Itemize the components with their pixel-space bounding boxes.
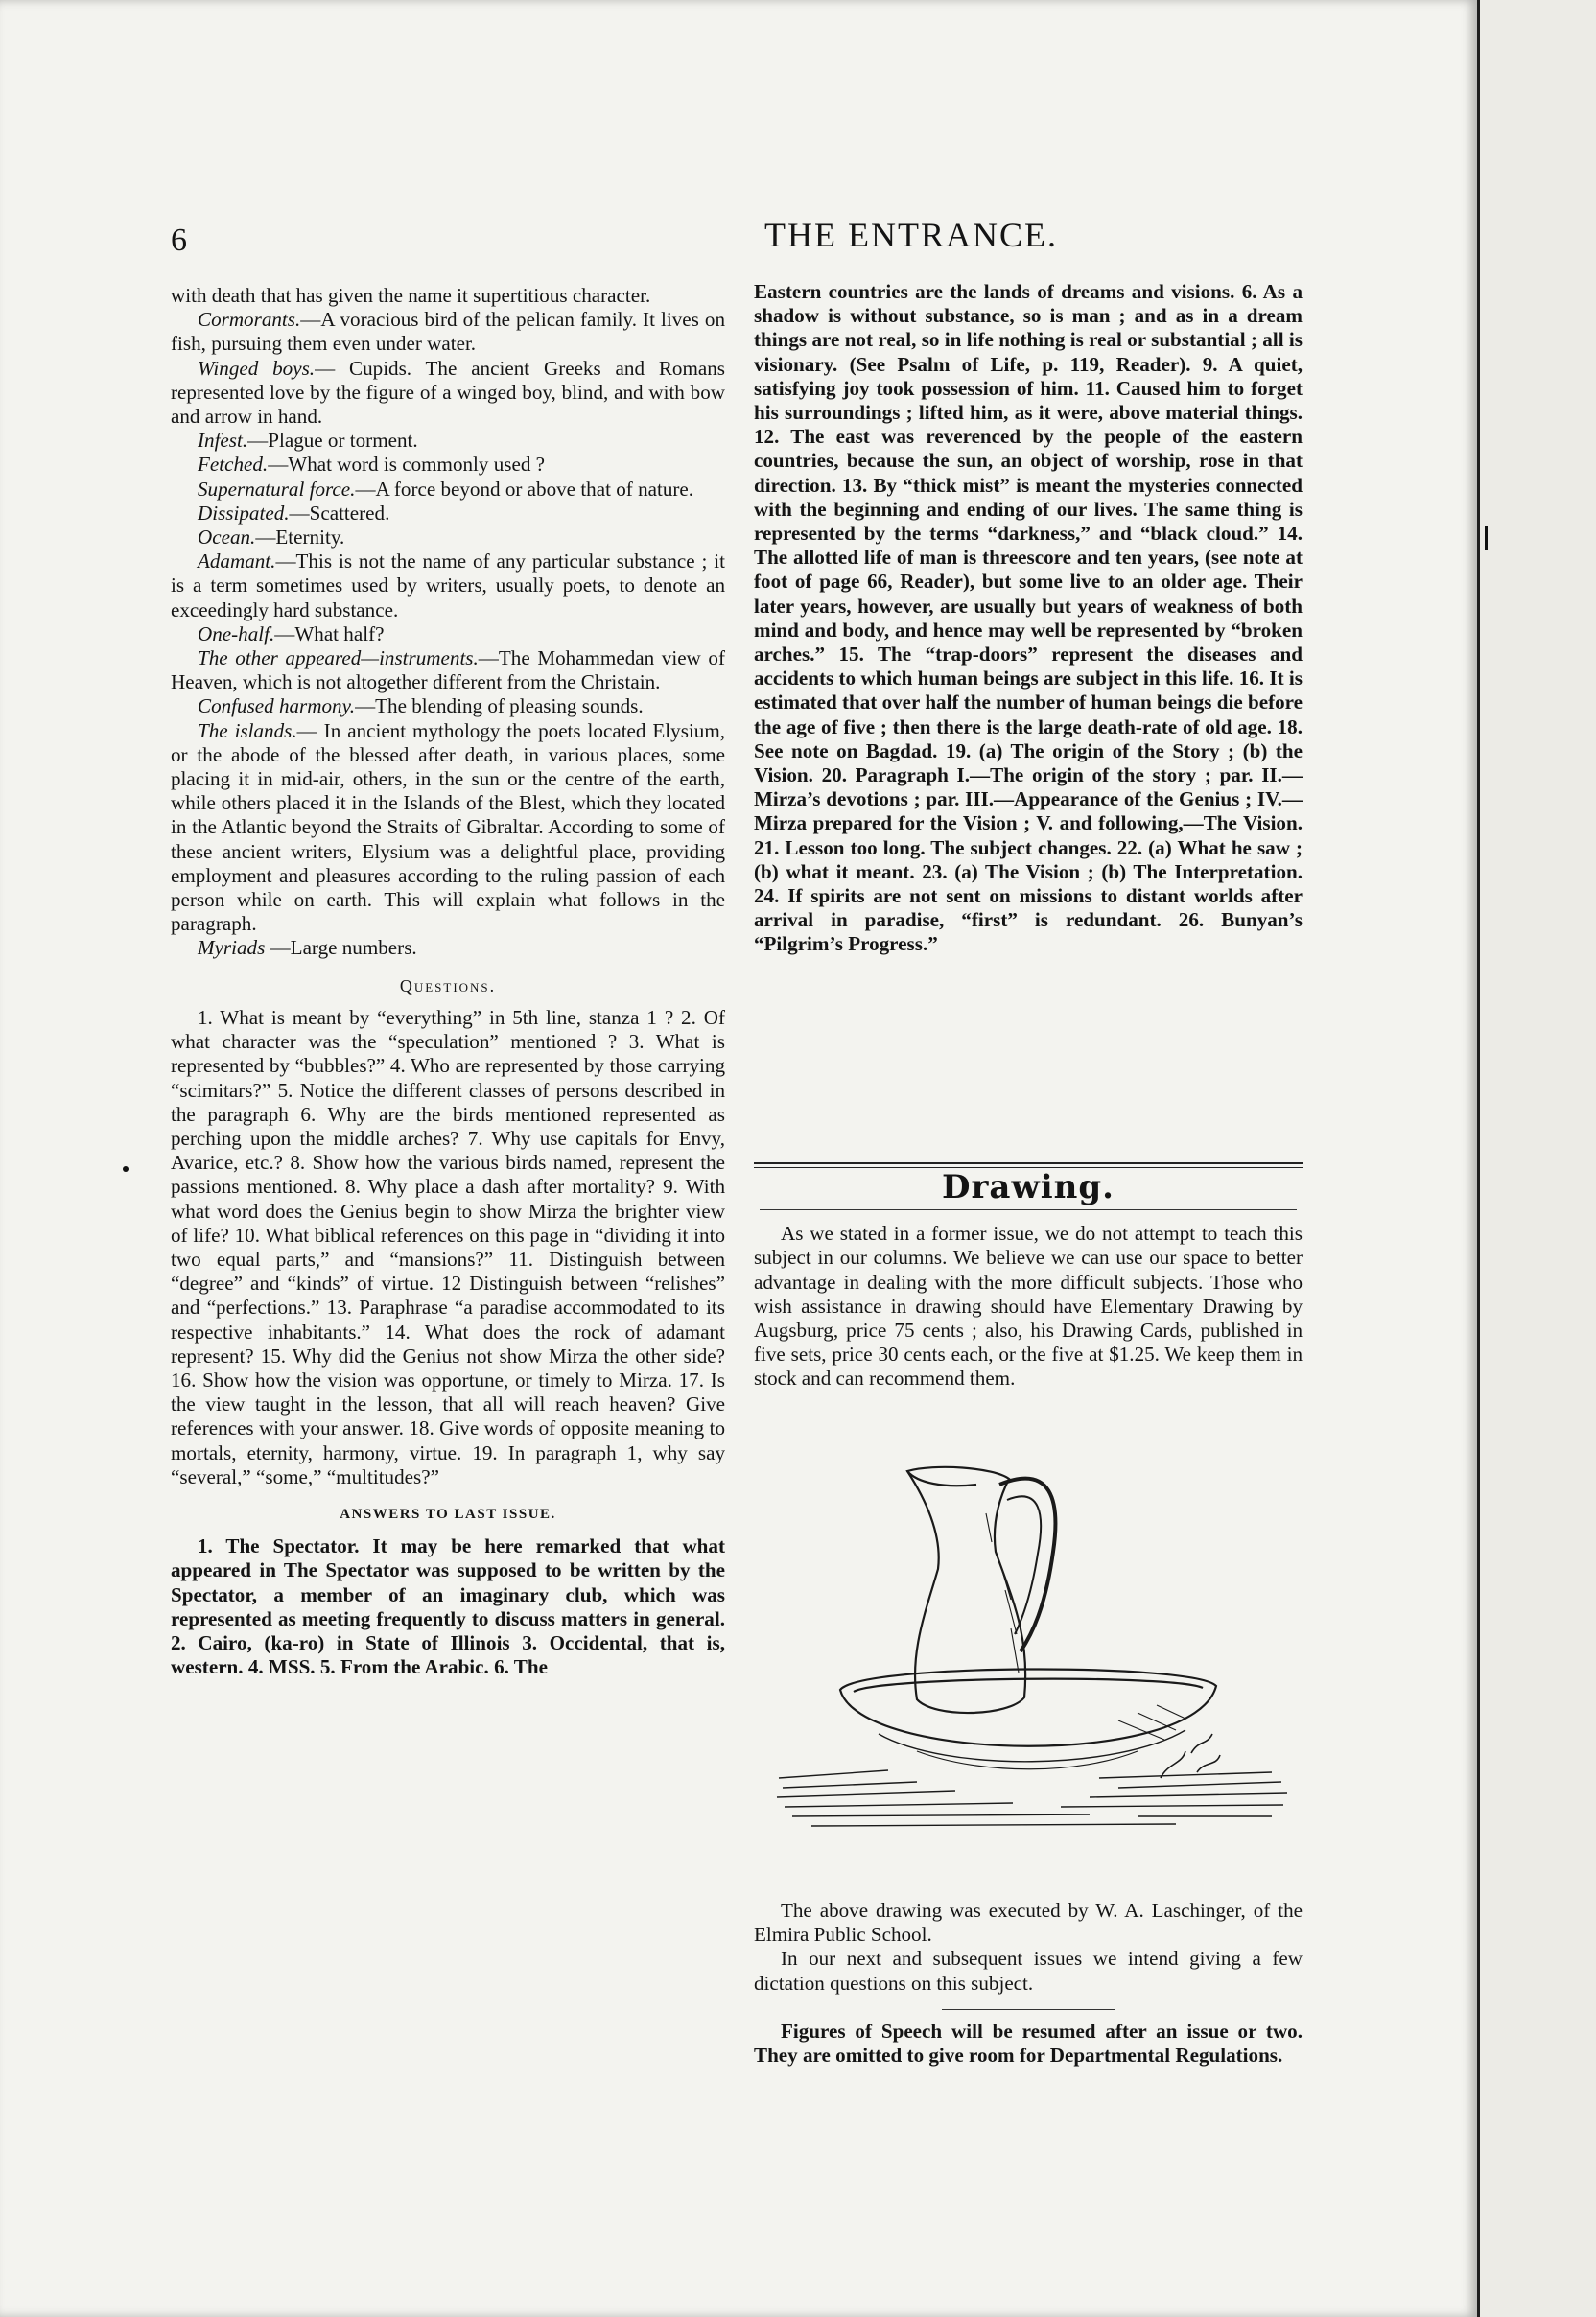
glossary-term: The other appeared—instruments. xyxy=(198,646,479,670)
edge-mark xyxy=(1485,526,1488,550)
glossary-entry xyxy=(171,936,725,960)
glossary-definition: — In ancient mythology the poets located Elysium, or the abode of the blessed after death, in various places, some placing it in mid-air, others, in the sun or the centre of the earth, while others placed it in the Islands of the Blest, which they located in the Atlantic beyond the Straits of Gibraltar. According to some of these ancient writers, Elysium was a delightful place, providing employment and pleasures according to the ruling passion of each person while on earth. This will explain what follows in the paragraph. xyxy=(171,718,725,936)
pitcher-handle xyxy=(999,1479,1055,1651)
glossary-term: Ocean. xyxy=(198,526,256,550)
glossary-definition: —The blending of pleasing sounds. xyxy=(355,694,644,718)
figures-note: Figures of Speech will be resumed after an issue or two. They are omitted to give room for Departmental Regulations. xyxy=(754,2019,1303,2068)
drawing-section xyxy=(754,1157,1303,1392)
divider xyxy=(942,2009,1115,2010)
glossary-term: Cormorants. xyxy=(198,308,301,332)
glossary-definition: —What half? xyxy=(274,621,385,645)
answers-continued: Eastern countries are the lands of dreams and visions. 6. As a shadow is without substance, so is man ; and as in a dream things are not real, so in life nothing is real or substantial ; all is visionary. (See Psalm of Life, p. 119, Reader). 9. A quiet, satisfying joy took possession of him. 11. Caused him to forget his surroundings ; lifted him, as it were, above material things. 12. The east was reverenced by the people of the eastern countries, because the sun, an object of worship, rose in that direction. 13. By “thick mist” is meant the mysteries connected with the beginning and ending of our lives. The same thing is represented by the terms “darkness,” and “black cloud.” 14. The allotted life of man is threescore and ten years, (see note at foot of page 66, Reader), but some live to an older age. Their later years, however, are usually but years of weakness of both mind and body, and hence may well be represented by “broken arches.” 15. The “trap-doors” represent the diseases and accidents to which human beings are subject in this life. 16. It is estimated that over half the number of human beings die before the age of five ; then there is the large death-rate of old age. 18. See note on Bagdad. 19. (a) The origin of the Story ; (b) the Vision. 20. Paragraph I.—The origin of the story ; par. II.—Mirza’s devotions ; par. III.—Appearance of the Genius ; IV.—Mirza prepared for the Vision ; V. and following,—The Vision. 21. Lesson too long. The subject changes. 22. (a) What he saw ; (b) what it meant. 23. (a) The Vision ; (b) The Interpretation. 24. If spirits are not sent on missions to distant worlds after arrival in paradise, “first” is redundant. 26. Bunyan’s “Pilgrim’s Progress.” xyxy=(754,280,1303,956)
questions-heading: Questions. xyxy=(399,975,497,995)
glossary-term: Fetched. xyxy=(198,453,269,477)
drawing-credit: The above drawing was executed by W. A. Laschinger, of the Elmira Public School. xyxy=(754,1899,1303,1947)
drawing-intro: As we stated in a former issue, we do not attempt to teach this subject in our columns. We believe we can use our space to better advantage in dealing with the more difficult subjects. Those who wish assistance in drawing should have Elementary Drawing by Augsburg, price 75 cents ; also, his Drawing Cards, published in five sets, price 30 cents each, or the five at $1.25. We keep them in stock and can recommend them. xyxy=(754,1222,1303,1391)
ground-hatching xyxy=(777,1770,1287,1826)
drawing-title: Drawing. xyxy=(942,1168,1115,1206)
drawing-notes xyxy=(754,1899,1303,2068)
glossary-definition: —Scattered. xyxy=(289,501,390,525)
glossary-definition: — Cupids. The ancient Greeks and Romans represented love by the figure of a winged boy, blind, and with bow and arrow in hand. xyxy=(171,356,725,429)
glossary-definition: —A force beyond or above that of nature. xyxy=(355,477,694,501)
glossary-entry xyxy=(171,694,725,718)
glossary-entry xyxy=(171,429,725,453)
divider xyxy=(760,1209,1297,1210)
glossary-definition: —A voracious bird of the pelican family. It lives on fish, pursuing them even under water. xyxy=(171,308,725,356)
drawing-next: In our next and subsequent issues we intend giving a few dictation questions on this subject. xyxy=(754,1947,1303,1995)
glossary-term: Winged boys. xyxy=(198,356,316,380)
glossary-term: Supernatural force. xyxy=(198,477,356,501)
glossary-definition: —Plague or torment. xyxy=(247,429,418,453)
glossary-term: One-half. xyxy=(198,621,275,645)
answers-heading: ANSWERS TO LAST ISSUE. xyxy=(340,1506,556,1522)
glossary-entry xyxy=(171,357,725,430)
questions-text: 1. What is meant by “everything” in 5th line, stanza 1 ? 2. Of what character was the “speculation” mentioned ? 3. What is represented by “bubbles?” 4. Who are represented by those carrying “scimitars?” 5. Notice the different classes of persons described in the paragraph 6. Why are the birds mentioned represented as perching upon the middle arches? 7. Why use capitals for Envy, Avarice, etc.? 8. Show how the various birds named, represent the passions mentioned. 8. Why place a dash after mortality? 9. With what word does the Genius begin to show Mirza the brighter view of life? 10. What biblical references on this page in “dividing it into two equal parts,” and “mansions?” 11. Distinguish between “degree” and “kinds” of virtue. 12 Distinguish between “relishes” and “perfections.” 13. Paraphrase “a paradise accommodated to its respective inhabitants.” 14. What does the rock of adamant represent? 15. Why did the Genius not show Mirza the other side? 16. Show how the vision was opportune, or timely to Mirza. 17. Is the view taught in the lesson, that all will reach heaven? Give references with your answer. 18. Give words of opposite meaning to mortals, eternity, harmony, virtue. 19. In paragraph 1, why say “several,” “some,” “multitudes?” xyxy=(171,1005,725,1488)
glossary-entry xyxy=(171,719,725,937)
glossary-entry xyxy=(171,550,725,622)
glossary-definition: —This is not the name of any particular substance ; it is a term sometimes used by writers, usually poets, to denote an exceedingly hard substance. xyxy=(171,550,725,621)
answers-text: 1. The Spectator. It may be here remarked that what appeared in The Spectator was supposed to be written by the Spectator, a member of an imaginary club, which was represented as meeting frequently to discuss matters in general. 2. Cairo, (ka-ro) in State of Illinois 3. Occidental, that is, western. 4. MSS. 5. From the Arabic. 6. The xyxy=(171,1534,725,1679)
glossary-term: Infest. xyxy=(198,429,248,453)
opening-text: with death that has given the name it supertitious character. xyxy=(171,284,651,307)
glossary-definition: —Large numbers. xyxy=(265,936,417,960)
glossary-entry xyxy=(171,526,725,550)
glossary-entry xyxy=(171,453,725,477)
glossary-entry xyxy=(171,622,725,646)
signature xyxy=(1161,1734,1220,1778)
glossary-term: Confused harmony. xyxy=(198,694,356,718)
glossary-entry xyxy=(171,502,725,526)
glossary-definition: —What word is commonly used ? xyxy=(268,453,546,477)
glossary-entry xyxy=(171,478,725,502)
glossary xyxy=(171,308,725,960)
page-number: 6 xyxy=(171,222,187,258)
glossary-entry xyxy=(171,308,725,356)
glossary-term: Dissipated. xyxy=(198,501,290,525)
glossary-definition: —The Mohammedan view of Heaven, which is not altogether different from the Christain. xyxy=(171,646,725,694)
glossary-entry xyxy=(171,646,725,694)
glossary-term: Adamant. xyxy=(198,550,276,573)
pitcher-and-basin-illustration xyxy=(773,1446,1291,1841)
glossary-definition: —Eternity. xyxy=(255,526,345,550)
facing-page-edge xyxy=(1477,0,1596,2317)
glossary-term: Myriads xyxy=(198,936,266,960)
margin-mark xyxy=(123,1166,129,1172)
left-column xyxy=(171,284,725,1679)
right-column-answers xyxy=(754,280,1303,957)
glossary-term: The islands. xyxy=(198,718,297,742)
running-head: THE ENTRANCE. xyxy=(764,216,1058,254)
